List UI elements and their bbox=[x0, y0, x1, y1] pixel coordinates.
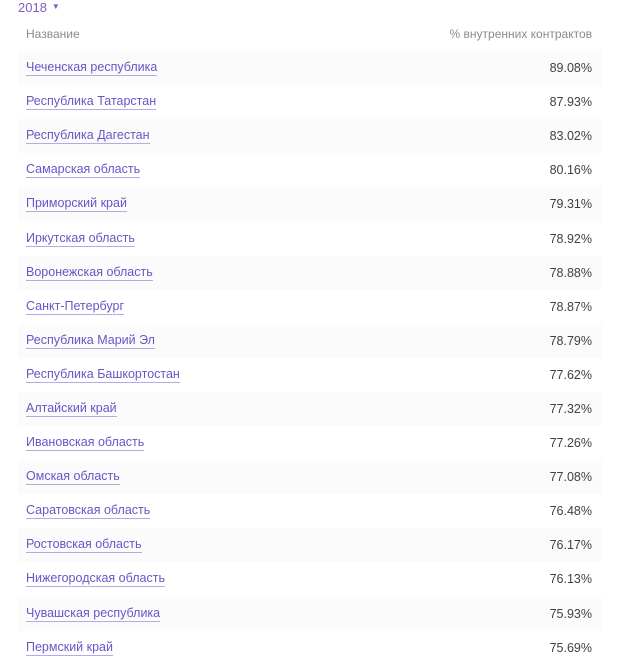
table-row bbox=[18, 85, 602, 119]
table-row bbox=[18, 597, 602, 631]
region-link[interactable]: Ростовская область bbox=[26, 537, 142, 552]
region-link[interactable]: Омская область bbox=[26, 469, 120, 484]
table-row bbox=[18, 460, 602, 494]
table-row bbox=[18, 426, 602, 460]
internal-contracts-percent: 79.31% bbox=[549, 197, 592, 212]
table-row bbox=[18, 256, 602, 290]
internal-contracts-percent: 87.93% bbox=[549, 95, 592, 110]
region-link[interactable]: Республика Татарстан bbox=[26, 94, 157, 109]
caret-down-icon: ▼ bbox=[51, 2, 60, 11]
internal-contracts-percent: 78.92% bbox=[549, 231, 592, 246]
table-row bbox=[18, 324, 602, 358]
table-row bbox=[18, 51, 602, 85]
table-row bbox=[18, 494, 602, 528]
internal-contracts-percent: 77.08% bbox=[549, 470, 592, 485]
region-link[interactable]: Пермский край bbox=[26, 639, 113, 654]
internal-contracts-percent: 76.17% bbox=[549, 538, 592, 553]
region-link[interactable]: Республика Марий Эл bbox=[26, 332, 155, 347]
region-link[interactable]: Нижегородская область bbox=[26, 571, 165, 586]
regions-table bbox=[18, 17, 602, 656]
table-header bbox=[18, 17, 602, 51]
internal-contracts-percent: 77.62% bbox=[549, 367, 592, 382]
table-row bbox=[18, 119, 602, 153]
region-link[interactable]: Алтайский край bbox=[26, 400, 117, 415]
region-link[interactable]: Республика Дагестан bbox=[26, 128, 150, 143]
region-link[interactable]: Воронежская область bbox=[26, 264, 153, 279]
table-row bbox=[18, 153, 602, 187]
internal-contracts-percent: 75.93% bbox=[549, 606, 592, 621]
table-row bbox=[18, 358, 602, 392]
year-select[interactable] bbox=[18, 0, 60, 14]
region-link[interactable]: Чеченская республика bbox=[26, 60, 158, 75]
region-link[interactable]: Самарская область bbox=[26, 162, 141, 177]
year-value: 2018 bbox=[18, 0, 47, 15]
table-row bbox=[18, 290, 602, 324]
internal-contracts-percent: 80.16% bbox=[549, 163, 592, 178]
internal-contracts-percent: 77.32% bbox=[549, 401, 592, 416]
region-link[interactable]: Иркутская область bbox=[26, 230, 135, 245]
internal-contracts-percent: 83.02% bbox=[549, 129, 592, 144]
region-link[interactable]: Чувашская республика bbox=[26, 605, 161, 620]
column-header-value: % внутренних контрактов bbox=[449, 27, 592, 41]
table-row bbox=[18, 562, 602, 596]
table-row bbox=[18, 221, 602, 255]
internal-contracts-percent: 78.87% bbox=[549, 299, 592, 314]
region-link[interactable]: Республика Башкортостан bbox=[26, 366, 180, 381]
table-row bbox=[18, 528, 602, 562]
region-link[interactable]: Приморский край bbox=[26, 196, 127, 211]
internal-contracts-percent: 76.48% bbox=[549, 504, 592, 519]
table-row bbox=[18, 392, 602, 426]
internal-contracts-percent: 89.08% bbox=[549, 61, 592, 76]
column-header-name: Название bbox=[26, 27, 80, 41]
region-link[interactable]: Ивановская область bbox=[26, 435, 145, 450]
internal-contracts-percent: 75.69% bbox=[549, 640, 592, 655]
internal-contracts-percent: 76.13% bbox=[549, 572, 592, 587]
table-row bbox=[18, 631, 602, 656]
region-link[interactable]: Санкт-Петербург bbox=[26, 298, 125, 313]
internal-contracts-percent: 77.26% bbox=[549, 436, 592, 451]
internal-contracts-percent: 78.88% bbox=[549, 265, 592, 280]
region-link[interactable]: Саратовская область bbox=[26, 503, 151, 518]
table-body bbox=[18, 51, 602, 656]
table-row bbox=[18, 187, 602, 221]
internal-contracts-percent: 78.79% bbox=[549, 333, 592, 348]
